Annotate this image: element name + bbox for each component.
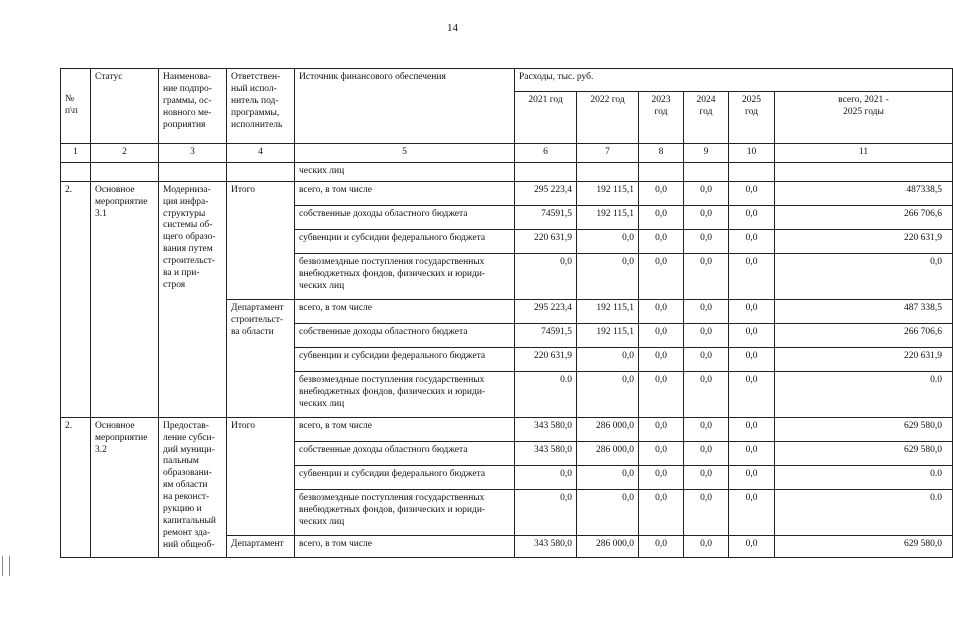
value-2022: 0,0 [577,229,639,253]
value-total: 487338,5 [775,181,953,205]
header-status: Статус [91,69,159,144]
header-row [61,69,953,92]
value-2023: 0,0 [639,417,684,441]
funding-source: всего, в том числе [295,299,515,323]
header-year-2022: 2022 год [577,92,639,144]
value-2022: 0,0 [577,347,639,371]
value-2025: 0,0 [729,205,775,229]
value-2021: 295 223,4 [515,299,577,323]
value-2025: 0,0 [729,253,775,299]
col-num: 1 [61,144,91,163]
value-2024: 0,0 [684,347,729,371]
value-2024: 0,0 [684,441,729,465]
value-2021: 0,0 [515,489,577,535]
funding-source: субвенции и субсидии федерального бюджета [295,229,515,253]
value-2025: 0,0 [729,181,775,205]
status-cell: Основное мероприятие 3.1 [91,181,159,417]
value-2023: 0,0 [639,299,684,323]
col-num: 10 [729,144,775,163]
responsible-cell: Итого [227,417,295,535]
value-2025: 0,0 [729,535,775,557]
value-2023: 0,0 [639,205,684,229]
value-2021: 0.0 [515,371,577,417]
value-2023: 0,0 [639,347,684,371]
header-expenses: Расходы, тыс. руб. [515,69,953,92]
value-2022: 0,0 [577,253,639,299]
header-year-2023: 2023 год [639,92,684,144]
value-total: 266 706,6 [775,205,953,229]
value-2024: 0,0 [684,535,729,557]
value-2023: 0,0 [639,229,684,253]
value-total: 629 580,0 [775,535,953,557]
col-num: 8 [639,144,684,163]
value-2024: 0,0 [684,465,729,489]
col-num: 7 [577,144,639,163]
page-number: 14 [447,22,458,34]
value-2024: 0,0 [684,417,729,441]
value-2022: 286 000,0 [577,417,639,441]
value-2023: 0,0 [639,441,684,465]
header-name: Наименова- ние подпро- граммы, ос- новного ме- роприятия [159,69,227,144]
value-2024: 0,0 [684,323,729,347]
table-row [61,181,953,205]
col-num: 5 [295,144,515,163]
funding-source: всего, в том числе [295,535,515,557]
value-total: 0.0 [775,371,953,417]
value-2021: 295 223,4 [515,181,577,205]
responsible-cell: Департамент [227,535,295,557]
value-2023: 0,0 [639,371,684,417]
col-num: 3 [159,144,227,163]
empty-cell [729,162,775,181]
value-2023: 0,0 [639,253,684,299]
col-num: 9 [684,144,729,163]
value-total: 0,0 [775,253,953,299]
empty-cell [577,162,639,181]
empty-cell [159,162,227,181]
row-number: 2. [61,181,91,417]
value-2022: 0,0 [577,371,639,417]
value-2022: 192 115,1 [577,299,639,323]
funding-source: субвенции и субсидии федерального бюджета [295,465,515,489]
value-2022: 0,0 [577,489,639,535]
value-2025: 0,0 [729,371,775,417]
value-2024: 0,0 [684,205,729,229]
value-2024: 0,0 [684,253,729,299]
empty-cell [775,162,953,181]
empty-cell [684,162,729,181]
value-2021: 343 580,0 [515,535,577,557]
value-2022: 192 115,1 [577,181,639,205]
header-responsible: Ответствен- ный испол- нитель под- программы, исполнитель [227,69,295,144]
value-2025: 0,0 [729,417,775,441]
col-num: 2 [91,144,159,163]
header-total: всего, 2021 - 2025 годы [775,92,953,144]
value-2025: 0,0 [729,323,775,347]
empty-cell [639,162,684,181]
responsible-cell: Департамент строительст- ва области [227,299,295,417]
column-number-row [61,144,953,163]
margin-mark [2,556,10,576]
value-2022: 286 000,0 [577,441,639,465]
col-num: 11 [775,144,953,163]
value-2024: 0,0 [684,371,729,417]
header-year-2021: 2021 год [515,92,577,144]
value-2021: 0,0 [515,465,577,489]
value-2025: 0,0 [729,347,775,371]
empty-cell [227,162,295,181]
value-2023: 0,0 [639,535,684,557]
value-total: 0.0 [775,465,953,489]
header-year-2024: 2024 год [684,92,729,144]
header-year-2025: 2025 год [729,92,775,144]
value-2022: 192 115,1 [577,323,639,347]
value-2025: 0,0 [729,229,775,253]
value-2021: 343 580,0 [515,417,577,441]
value-total: 0.0 [775,489,953,535]
value-2022: 192 115,1 [577,205,639,229]
empty-cell [91,162,159,181]
value-total: 266 706,6 [775,323,953,347]
value-2023: 0,0 [639,323,684,347]
value-total: 220 631,9 [775,347,953,371]
value-2025: 0,0 [729,465,775,489]
value-total: 629 580,0 [775,441,953,465]
funding-source: безвозмездные поступления государственных внебюджетных фондов, физических и юриди-ческих лиц [295,489,515,535]
value-2021: 74591,5 [515,323,577,347]
funding-source: всего, в том числе [295,417,515,441]
col-num: 4 [227,144,295,163]
status-cell: Основное мероприятие 3.2 [91,417,159,557]
value-2025: 0,0 [729,299,775,323]
value-2021: 220 631,9 [515,347,577,371]
continuation-row [61,162,953,181]
value-2025: 0,0 [729,489,775,535]
funding-source: всего, в том числе [295,181,515,205]
col-num: 6 [515,144,577,163]
value-2022: 0,0 [577,465,639,489]
value-2022: 286 000,0 [577,535,639,557]
row-number: 2. [61,417,91,557]
value-2021: 220 631,9 [515,229,577,253]
value-2024: 0,0 [684,299,729,323]
value-total: 220 631,9 [775,229,953,253]
value-2024: 0,0 [684,489,729,535]
empty-cell [61,162,91,181]
value-total: 629 580,0 [775,417,953,441]
funding-source: собственные доходы областного бюджета [295,323,515,347]
responsible-cell: Итого [227,181,295,299]
value-2024: 0,0 [684,181,729,205]
funding-source: безвозмездные поступления государственных внебюджетных фондов, физических и юриди-ческих лиц [295,371,515,417]
value-2021: 343 580,0 [515,441,577,465]
value-total: 487 338,5 [775,299,953,323]
value-2023: 0,0 [639,181,684,205]
table-body [61,69,953,558]
activity-name-cell: Предостав- ление субси- дий муници- пальным образовани- ям области на реконст- рукцию и капитальный ремонт зда- ний общеоб- [159,417,227,557]
funding-source: собственные доходы областного бюджета [295,441,515,465]
activity-name-cell: Модерниза- ция инфра- структуры системы об- щего образо- вания путем строительст- ва и при- строя [159,181,227,417]
continuation-text: ческих лиц [295,162,515,181]
value-2024: 0,0 [684,229,729,253]
empty-cell [515,162,577,181]
value-2021: 74591,5 [515,205,577,229]
value-2023: 0,0 [639,465,684,489]
table-row [61,417,953,441]
funding-source: собственные доходы областного бюджета [295,205,515,229]
value-2021: 0,0 [515,253,577,299]
financing-table [60,68,953,558]
funding-source: безвозмездные поступления государственных внебюджетных фондов, физических и юриди-ческих лиц [295,253,515,299]
header-num: № п\п [61,69,91,144]
value-2025: 0,0 [729,441,775,465]
funding-source: субвенции и субсидии федерального бюджета [295,347,515,371]
value-2023: 0,0 [639,489,684,535]
header-source: Источник финансового обеспечения [295,69,515,144]
